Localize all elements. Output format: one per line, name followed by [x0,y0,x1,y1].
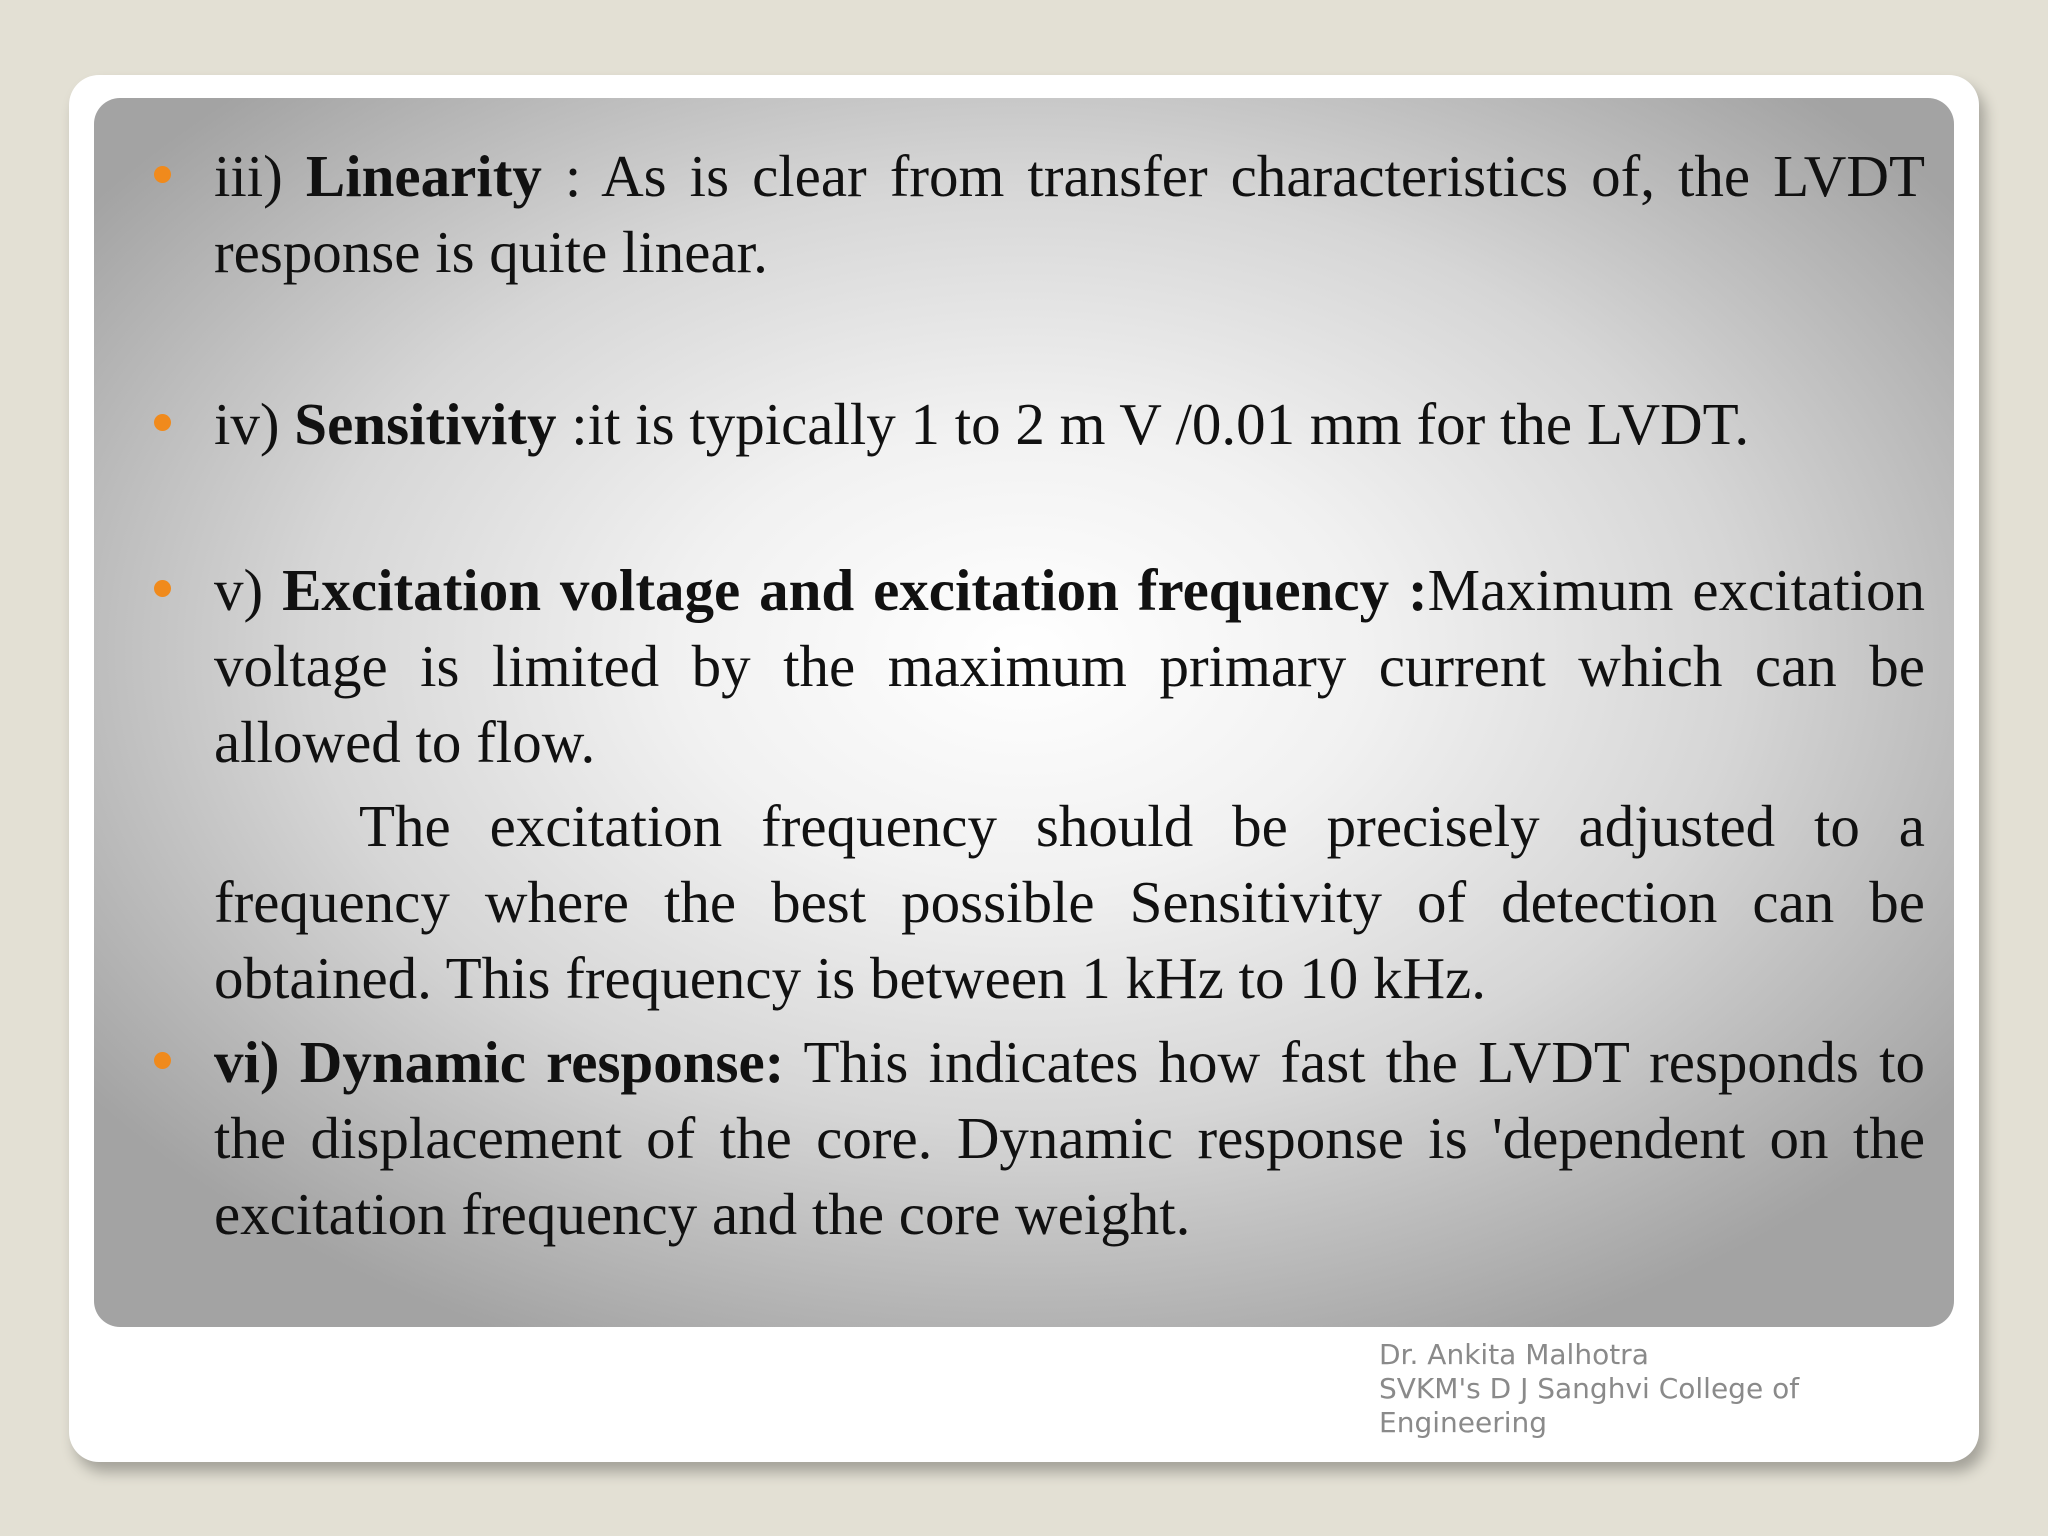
bullet-text: Maximum excitation voltage is limited by the maximum primary current which can be allowed to flow. [214,557,1926,775]
footer-author: Dr. Ankita Malhotra [1379,1338,1649,1371]
content-panel [94,98,1954,1327]
bullet-dot-icon [154,166,171,183]
bullet-heading: Excitation voltage and excitation frequency : [282,557,1428,623]
bullet-text: This indicates how fast the LVDT responds to the displacement of the core. Dynamic response is 'dependent on the excitation frequency and the core weight. [214,1029,1925,1247]
bullet-dot-icon [154,580,171,597]
bullet-item-dynamic-response [214,1024,1925,1252]
bullet-label: v) [214,557,264,623]
bullet-heading: Sensitivity [294,391,557,457]
bullet-text: :it is typically 1 to 2 m V /0.01 mm for the LVDT. [556,391,1750,457]
bullet-dot-icon [154,1052,171,1069]
footer-credit [1379,1338,1799,1440]
bullet-item-sensitivity [214,386,1925,462]
bullet-paragraph-2: The excitation frequency should be precisely adjusted to a frequency where the best possible Sensitivity of detection can be obtained. This frequency is between 1 kHz to 10 kHz. [214,793,1925,1011]
bullet-list [214,138,1925,1252]
footer-institution-line2: Engineering [1379,1406,1547,1439]
bullet-heading: Linearity [305,143,542,209]
bullet-text: : As is clear from transfer characteristics of, the LVDT response is quite linear. [214,143,1926,285]
bullet-heading: vi) Dynamic response: [214,1029,785,1095]
bullet-label: iii) [214,143,283,209]
bullet-item-linearity [214,138,1925,290]
bullet-label: iv) [214,391,280,457]
footer-institution-line1: SVKM's D J Sanghvi College of [1379,1372,1800,1405]
bullet-item-excitation [214,552,1925,1016]
bullet-dot-icon [154,414,171,431]
